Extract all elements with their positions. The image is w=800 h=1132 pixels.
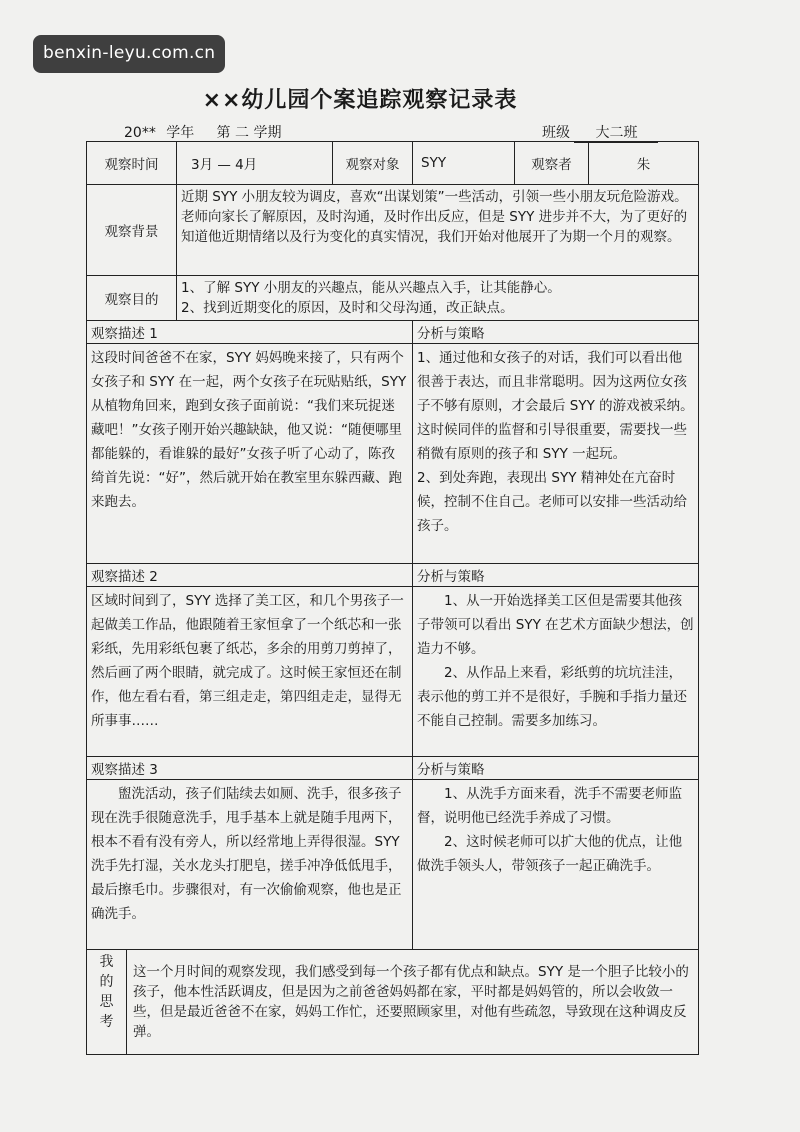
section-2-analysis — [413, 587, 699, 757]
class-label: 班级 — [542, 125, 570, 141]
section-2-analysis-heading: 分析与策略 — [413, 564, 699, 587]
watermark-badge: benxin-leyu.com.cn — [33, 35, 225, 73]
section-3-analysis — [413, 780, 699, 950]
reflection-row — [87, 950, 699, 1055]
section-1-body — [87, 344, 699, 564]
purpose-text — [177, 276, 699, 321]
section-1-analysis-2: 2、到处奔跑，表现出 SYY 精神处在亢奋时候，控制不住自己。老师可以安排一些活动给孩子。 — [417, 470, 687, 534]
target-label: 观察对象 — [333, 142, 413, 185]
section-3-header — [87, 757, 699, 780]
reflection-text: 这一个月时间的观察发现，我们感受到每一个孩子都有优点和缺点。SYY 是一个胆子比较小的孩子，他本性活跃调皮，但是因为之前爸爸妈妈都在家，平时都是妈妈管的，所以会收敛一些，但是最近爸爸不在家，妈妈工作忙，还要照顾家里，对他有些疏忽，导致现在这种调皮反弹。 — [127, 950, 699, 1055]
section-3-analysis-1: 1、从洗手方面来看，洗手不需要老师监督，说明他已经洗手养成了习惯。 — [417, 786, 683, 826]
section-3-description: 盥洗活动，孩子们陆续去如厕、洗手，很多孩子现在洗手很随意洗手，甩手基本上就是随手甩两下，根本不看有没有旁人，所以经常地上弄得很湿。SYY 洗手先打湿，关水龙头打肥皂，搓手冲净低低甩手，最后擦毛巾。步骤很对，有一次偷偷观察，他也是正确洗手。 — [87, 780, 413, 950]
school-year: 20** — [118, 125, 162, 142]
section-1-header — [87, 321, 699, 344]
purpose-line-2: 2、找到近期变化的原因，及时和父母沟通，改正缺点。 — [181, 300, 514, 316]
observer-value: 朱 — [589, 142, 699, 185]
section-3-body — [87, 780, 699, 950]
target-value: SYY — [413, 142, 515, 185]
class-value: 大二班 — [574, 122, 658, 143]
section-2-analysis-1: 1、从一开始选择美工区但是需要其他孩子带领可以看出 SYY 在艺术方面缺少想法，创造力不够。 — [417, 593, 694, 657]
background-label: 观察背景 — [87, 185, 177, 276]
section-2-heading: 观察描述 2 — [87, 564, 413, 587]
purpose-line-1: 1、了解 SYY 小朋友的兴趣点，能从兴趣点入手，让其能静心。 — [181, 280, 561, 296]
reflection-label-char: 我 — [99, 954, 114, 970]
meta-line — [118, 122, 698, 142]
section-1-heading: 观察描述 1 — [87, 321, 413, 344]
info-row — [87, 142, 699, 185]
background-text: 近期 SYY 小朋友较为调皮，喜欢“出谋划策”一些活动，引领一些小朋友玩危险游戏。老师向家长了解原因，及时沟通，及时作出反应，但是 SYY 进步并不大，为了更好的知道他近期情绪以及行为变化的真实情况，我们开始对他展开了为期一个月的观察。 — [177, 185, 699, 276]
section-2-analysis-2: 2、从作品上来看，彩纸剪的坑坑洼洼，表示他的剪工并不是很好，手腕和手指力量还不能自己控制。需要多加练习。 — [417, 665, 687, 729]
purpose-label: 观察目的 — [87, 276, 177, 321]
section-1-description: 这段时间爸爸不在家，SYY 妈妈晚来接了，只有两个女孩子和 SYY 在一起，两个女孩子在玩贴贴纸，SYY 从植物角回来，跑到女孩子面前说：“我们来玩捉迷藏吧！”女孩子刚开始兴趣缺缺，他又说：“随便哪里都能躲的，看谁躲的最好”女孩子听了心动了，陈孜绮首先说：“好”，然后就开始在教室里东躲西藏、跑来跑去。 — [87, 344, 413, 564]
reflection-label — [87, 950, 127, 1055]
section-3-heading: 观察描述 3 — [87, 757, 413, 780]
school-year-label: 学年 — [166, 125, 195, 141]
section-3-analysis-2: 2、这时候老师可以扩大他的优点，让他做洗手领头人，带领孩子一起正确洗手。 — [417, 834, 683, 874]
time-label: 观察时间 — [87, 142, 177, 185]
time-value: 3月 — 4月 — [177, 142, 333, 185]
observer-label: 观察者 — [515, 142, 589, 185]
reflection-label-char: 的 — [99, 974, 114, 990]
background-row — [87, 185, 699, 276]
section-3-analysis-heading: 分析与策略 — [413, 757, 699, 780]
observation-table — [86, 141, 699, 1055]
term: 第 二 学期 — [216, 125, 282, 141]
section-2-body — [87, 587, 699, 757]
section-1-analysis — [413, 344, 699, 564]
purpose-row — [87, 276, 699, 321]
section-1-analysis-heading: 分析与策略 — [413, 321, 699, 344]
section-2-description: 区域时间到了，SYY 选择了美工区，和几个男孩子一起做美工作品，他跟随着王家恒拿了一个纸芯和一张彩纸，先用彩纸包裹了纸芯，多余的用剪刀剪掉了，然后画了两个眼睛，就完成了。这时候王家恒还在制作，他左看右看，第三组走走，第四组走走，显得无所事事…… — [87, 587, 413, 757]
section-2-header — [87, 564, 699, 587]
class-info — [542, 122, 658, 143]
reflection-label-char: 考 — [99, 1014, 114, 1030]
reflection-label-char: 思 — [99, 994, 114, 1010]
section-1-analysis-1: 1、通过他和女孩子的对话，我们可以看出他很善于表达，而且非常聪明。因为这两位女孩子不够有原则，才会最后 SYY 的游戏被采纳。这时候同伴的监督和引导很重要，需要找一些稍微有原则的孩子和 SYY 一起玩。 — [417, 350, 694, 462]
term-info — [118, 122, 281, 142]
page-title: ××幼儿园个案追踪观察记录表 — [202, 88, 518, 113]
